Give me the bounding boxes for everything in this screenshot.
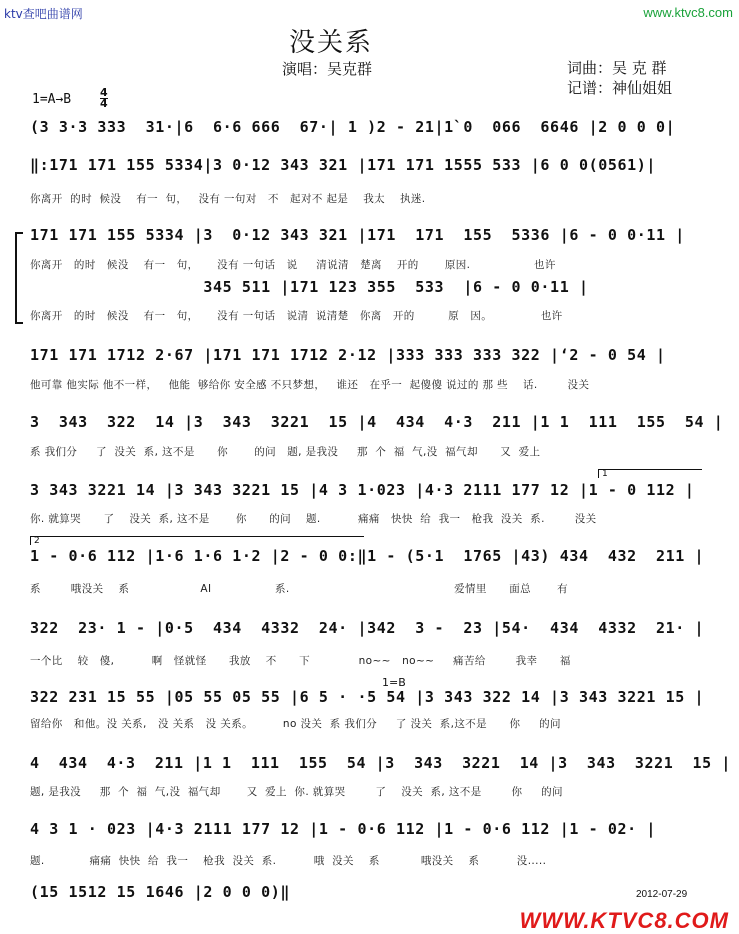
lyrics-row-2: 你离开 的时 候没 有一 句， 没有 一句对 不 起对不 起是 我太 执迷.	[30, 193, 426, 205]
volta-2: 2	[30, 536, 364, 545]
lyrics-row-5: 他可靠 他实际 他不一样， 他能 够给你 安全感 不只梦想， 谁还 在乎一 起傻傻 说过的 那 些 话. 没关	[30, 379, 590, 391]
footer-site-logo: WWW.KTVC8.COM	[519, 908, 729, 933]
notes-row-3: 171 171 155 5334 |3 0·12 343 321 |171 171 155 5336 |6 - 0 0·11 |	[30, 226, 685, 244]
notes-row-1: (3 3·3 333 31·|6 6·6 666 67·| 1 )2 - 21|1̀ 0 066 6646 |2 0 0 0|	[30, 118, 676, 136]
singer: 演唱：吴克群	[282, 60, 373, 78]
lyrics-row-11: 题, 是我没 那 个 福 气,没 福气却 又 爱上 你. 就算哭 了 没关 系, 这不是 你 的问	[30, 786, 563, 798]
notes-row-6: 3 343 322 14 |3 343 3221 15 |4 434 4·3 211 |1 1 111 155 54 |	[30, 413, 724, 431]
lyrics-row-7: 你. 就算哭 了 没关 系, 这不是 你 的问 题. 痛痛 快快 给 我一 枪我 没关 系. 没关	[30, 513, 597, 525]
notes-row-13: (15 1512 15 1646 |2 0 0 0)‖	[30, 883, 291, 901]
notes-row-11: 4 434 4·3 211 |1 1 111 155 54 |3 343 3221 14 |3 343 3221 15 |	[30, 754, 731, 772]
volta-1: 1	[598, 469, 702, 478]
notes-row-10: 322 231 15 55 |05 55 05 55 |6 5 · ·5 54 |3 343 322 14 |3 343 3221 15 |	[30, 688, 705, 706]
credits	[567, 58, 672, 98]
lyricist-composer: 词曲：吴 克 群	[567, 59, 667, 77]
notes-row-5: 171 171 1712 2·67 |171 171 1712 2·12 |333 333 333 322 |‘2 - 0 54 |	[30, 346, 666, 364]
lyrics-row-4: 你离开 的时 候没 有一 句， 没有 一句话 说清 说清楚 你离 开的 原 因。 也许	[30, 310, 563, 322]
notes-row-9: 322 23· 1 - |0·5 434 4332 24· |342 3 - 23 |54· 434 4332 21· |	[30, 619, 705, 637]
notes-row-7: 3 343 3221 14 |3 343 3221 15 |4 3 1·023 |4·3 2111 177 12 |1 - 0 112 |	[30, 481, 695, 499]
lyrics-row-8: 系 哦没关 系 AI 系. 爱情里 面总 有	[30, 583, 569, 595]
date: 2012-07-29	[636, 889, 688, 900]
transcriber: 记谱：神仙姐姐	[567, 79, 673, 97]
lyrics-row-10: 留给你 和他。没 关系, 没 关系 没 关系。 no 没关 系 我们分 了 没关 系,这不是 你 的问	[30, 718, 561, 730]
lyrics-row-6: 系 我们分 了 没关 系, 这不是 你 的问 题, 是我没 那 个 福 气,没 福气却 又 爱上	[30, 446, 541, 458]
time-signature-bottom: 4	[100, 97, 108, 110]
time-signature-top: 4	[100, 86, 108, 99]
repeat-brace	[15, 232, 23, 324]
time-signature	[100, 88, 108, 109]
site-url-right: www.ktvc8.com	[643, 5, 733, 20]
notes-row-4: 345 511 |171 123 355 533 |6 - 0 0·11 |	[30, 278, 589, 296]
modulation-mark: 1=B	[382, 676, 406, 689]
lyrics-row-12: 题. 痛痛 快快 给 我一 枪我 没关 系. 哦 没关 系 哦没关 系 没.....	[30, 855, 547, 867]
song-title: 没关系	[289, 28, 374, 58]
key-signature: 1=A→B	[32, 92, 72, 107]
notes-row-8: 1 - 0·6 112 |1·6 1·6 1·2 |2 - 0 0:‖1 - (5·1 1765 |43) 434 432 211 |	[30, 547, 705, 565]
lyrics-row-9: 一个比 较 傻, 啊 怪就怪 我放 不 下 no~~ no~~ 痛苦给 我幸 福	[30, 655, 571, 667]
notes-row-2: ‖:171 171 155 5334|3 0·12 343 321 |171 171 1555 533 |6 0 0(0561)|	[30, 156, 656, 174]
notes-row-12: 4 3 1 · 023 |4·3 2111 177 12 |1 - 0·6 112 |1 - 0·6 112 |1 - 02· |	[30, 820, 656, 838]
lyrics-row-3: 你离开 的时 候没 有一 句， 没有 一句话 说 清说清 楚离 开的 原因. 也许	[30, 259, 556, 271]
site-name-left: ktv查吧曲谱网	[4, 7, 83, 21]
